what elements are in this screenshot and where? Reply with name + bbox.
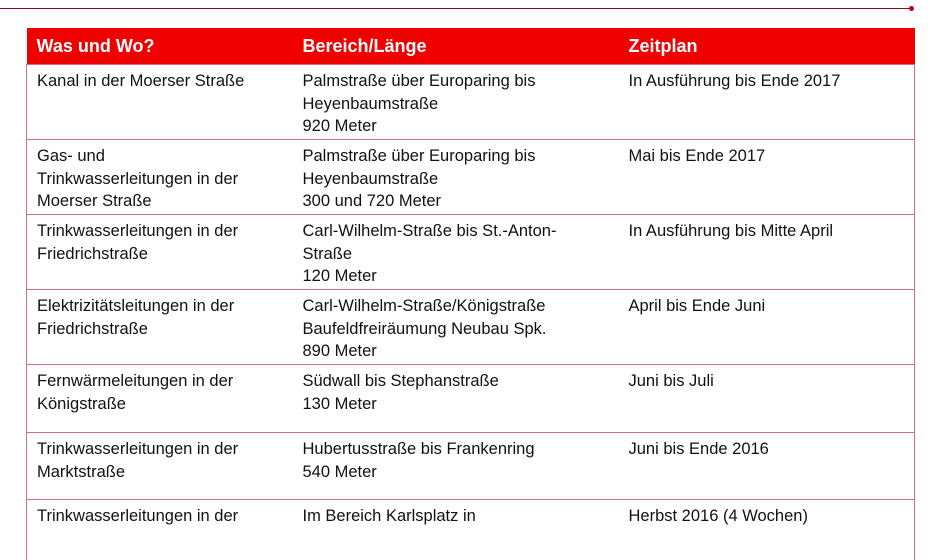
table-row	[27, 365, 915, 433]
header-zeitplan: Zeitplan	[619, 28, 915, 65]
table-row	[27, 500, 915, 560]
cell-schedule: Herbst 2016 (4 Wochen)	[619, 500, 915, 560]
cell-what: Trinkwasserleitungen in der Marktstraße	[27, 433, 293, 500]
cell-range: Südwall bis Stephanstraße 130 Meter	[293, 365, 619, 433]
cell-what: Fernwärmeleitungen in der Königstraße	[27, 365, 293, 433]
cell-schedule: Juni bis Ende 2016	[619, 433, 915, 500]
cell-range: Im Bereich Karlsplatz in	[293, 500, 619, 560]
cell-what: Kanal in der Moerser Straße	[27, 65, 293, 140]
cell-schedule: Juni bis Juli	[619, 365, 915, 433]
top-rule	[0, 8, 911, 9]
cell-what: Trinkwasserleitungen in der	[27, 500, 293, 560]
rule-dot	[909, 6, 914, 11]
table-row	[27, 65, 915, 140]
cell-schedule: In Ausführung bis Mitte April	[619, 215, 915, 290]
table-row	[27, 215, 915, 290]
cell-what: Gas- und Trinkwasserleitungen in der Moerser Straße	[27, 140, 293, 215]
cell-range: Palmstraße über Europaring bis Heyenbaumstraße 300 und 720 Meter	[293, 140, 619, 215]
cell-schedule: In Ausführung bis Ende 2017	[619, 65, 915, 140]
cell-range: Palmstraße über Europaring bis Heyenbaumstraße 920 Meter	[293, 65, 619, 140]
header-was-und-wo: Was und Wo?	[27, 28, 293, 65]
cell-schedule: April bis Ende Juni	[619, 290, 915, 365]
header-bereich-laenge: Bereich/Länge	[293, 28, 619, 65]
construction-schedule-table	[26, 28, 915, 560]
cell-range: Hubertusstraße bis Frankenring 540 Meter	[293, 433, 619, 500]
table-row	[27, 140, 915, 215]
cell-range: Carl-Wilhelm-Straße bis St.-Anton- Straße 120 Meter	[293, 215, 619, 290]
table-row	[27, 433, 915, 500]
cell-what: Elektrizitätsleitungen in der Friedrichstraße	[27, 290, 293, 365]
table-row	[27, 290, 915, 365]
header-row	[27, 28, 915, 65]
cell-range: Carl-Wilhelm-Straße/Königstraße Baufeldfreiräumung Neubau Spk. 890 Meter	[293, 290, 619, 365]
cell-schedule: Mai bis Ende 2017	[619, 140, 915, 215]
cell-what: Trinkwasserleitungen in der Friedrichstraße	[27, 215, 293, 290]
